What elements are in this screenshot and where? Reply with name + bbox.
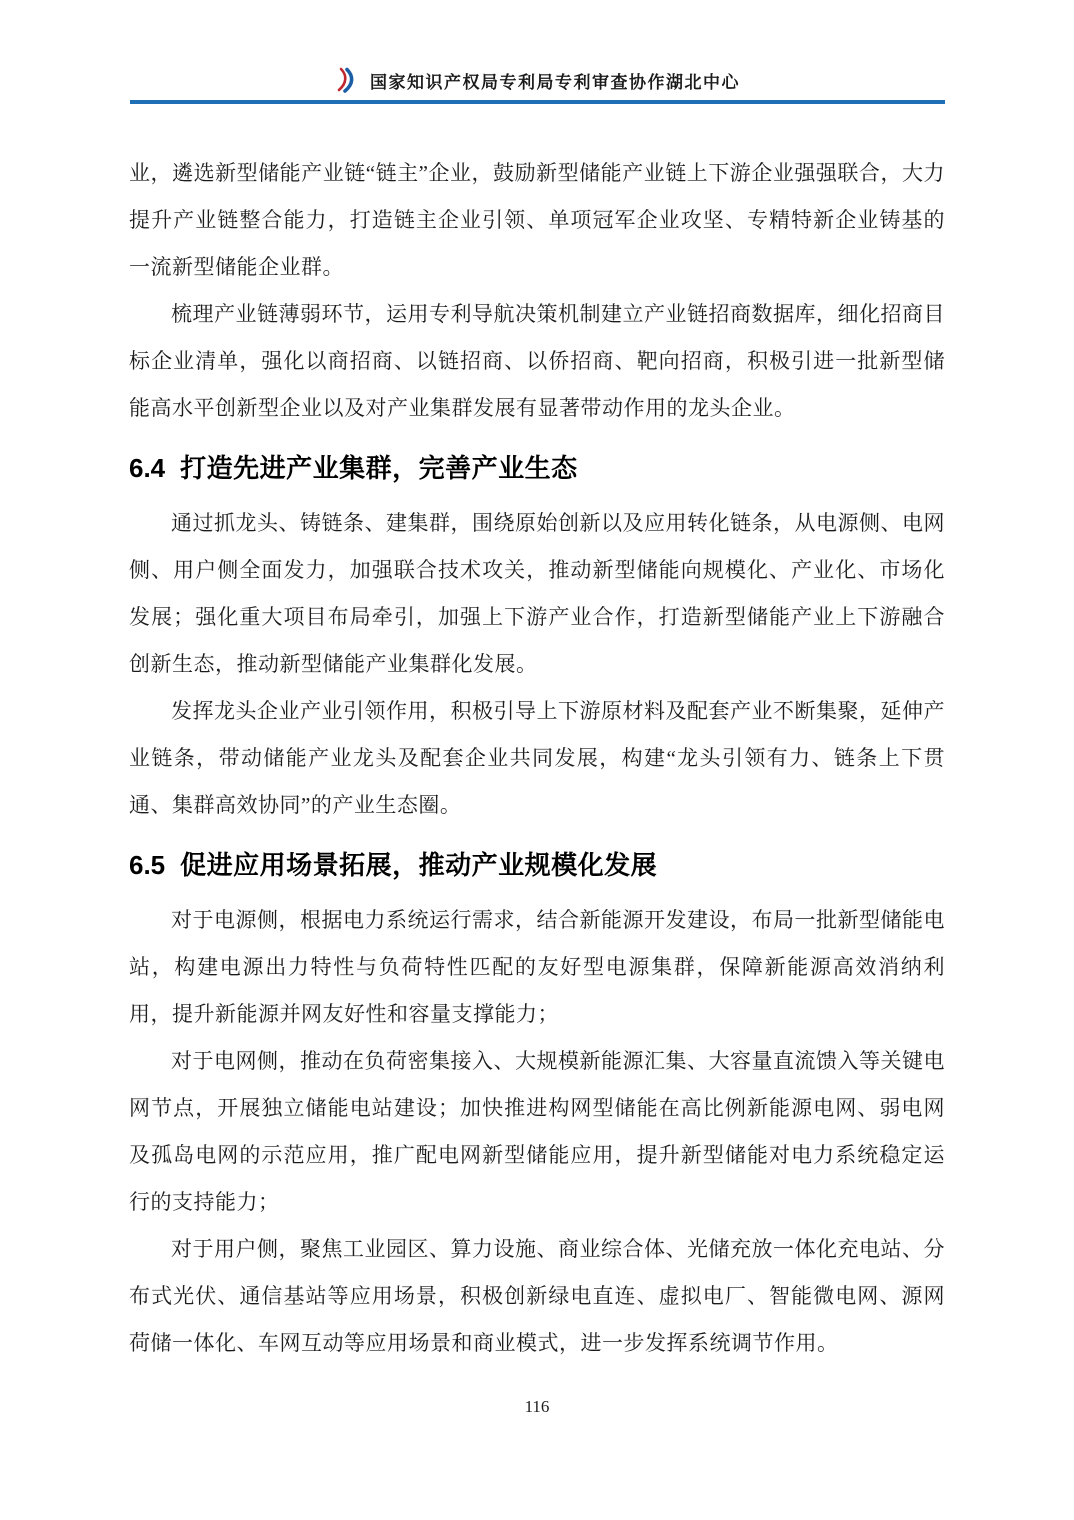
paragraph-6-5-1: 对于电源侧，根据电力系统运行需求，结合新能源开发建设，布局一批新型储能电站，构建电源出力特性与负荷特性匹配的友好型电源集群，保障新能源高效消纳利用，提升新能源并网友好性和容量支撑能力； (129, 908, 945, 1026)
page-header (0, 66, 1074, 94)
section-number: 6.4 (129, 453, 166, 483)
header-title: 国家知识产权局专利局专利审查协作湖北中心 (370, 72, 740, 92)
section-title: 打造先进产业集群，完善产业生态 (180, 453, 578, 483)
paragraph-6-5-2: 对于电网侧，推动在负荷密集接入、大规模新能源汇集、大容量直流馈入等关键电网节点，开展独立储能电站建设；加快推进构网型储能在高比例新能源电网、弱电网及孤岛电网的示范应用，推广配电网新型储能应用，提升新型储能对电力系统稳定运行的支持能力； (129, 1049, 945, 1214)
paragraph-6-4-2: 发挥龙头企业产业引领作用，积极引导上下游原材料及配套产业不断集聚，延伸产业链条，带动储能产业龙头及配套企业共同发展，构建“龙头引领有力、链条上下贯通、集群高效协同”的产业生态圈。 (129, 699, 945, 817)
paragraph-6-5-3: 对于用户侧，聚焦工业园区、算力设施、商业综合体、光储充放一体化充电站、分布式光伏、通信基站等应用场景，积极创新绿电直连、虚拟电厂、智能微电网、源网荷储一体化、车网互动等应用场景和商业模式，进一步发挥系统调节作用。 (129, 1237, 945, 1355)
section-heading-6-5 (129, 847, 945, 883)
section-title: 促进应用场景拓展，推动产业规模化发展 (180, 850, 658, 880)
section-number: 6.5 (129, 850, 166, 880)
paragraph-sourcing: 梳理产业链薄弱环节，运用专利导航决策机制建立产业链招商数据库，细化招商目标企业清单，强化以商招商、以链招商、以侨招商、靶向招商，积极引进一批新型储能高水平创新型企业以及对产业集群发展有显著带动作用的龙头企业。 (129, 302, 945, 420)
cnipa-logo-icon (334, 66, 358, 94)
paragraph-6-4-1: 通过抓龙头、铸链条、建集群，围绕原始创新以及应用转化链条，从电源侧、电网侧、用户侧全面发力，加强联合技术攻关，推动新型储能向规模化、产业化、市场化发展；强化重大项目布局牵引，加强上下游产业合作，打造新型储能产业上下游融合创新生态，推动新型储能产业集群化发展。 (129, 511, 945, 676)
document-body (129, 150, 945, 1367)
paragraph-continuation: 业，遴选新型储能产业链“链主”企业，鼓励新型储能产业链上下游企业强强联合，大力提升产业链整合能力，打造链主企业引领、单项冠军企业攻坚、专精特新企业铸基的一流新型储能企业群。 (129, 161, 945, 279)
section-heading-6-4 (129, 450, 945, 486)
page-number: 116 (524, 1397, 550, 1416)
header-divider (130, 100, 945, 104)
